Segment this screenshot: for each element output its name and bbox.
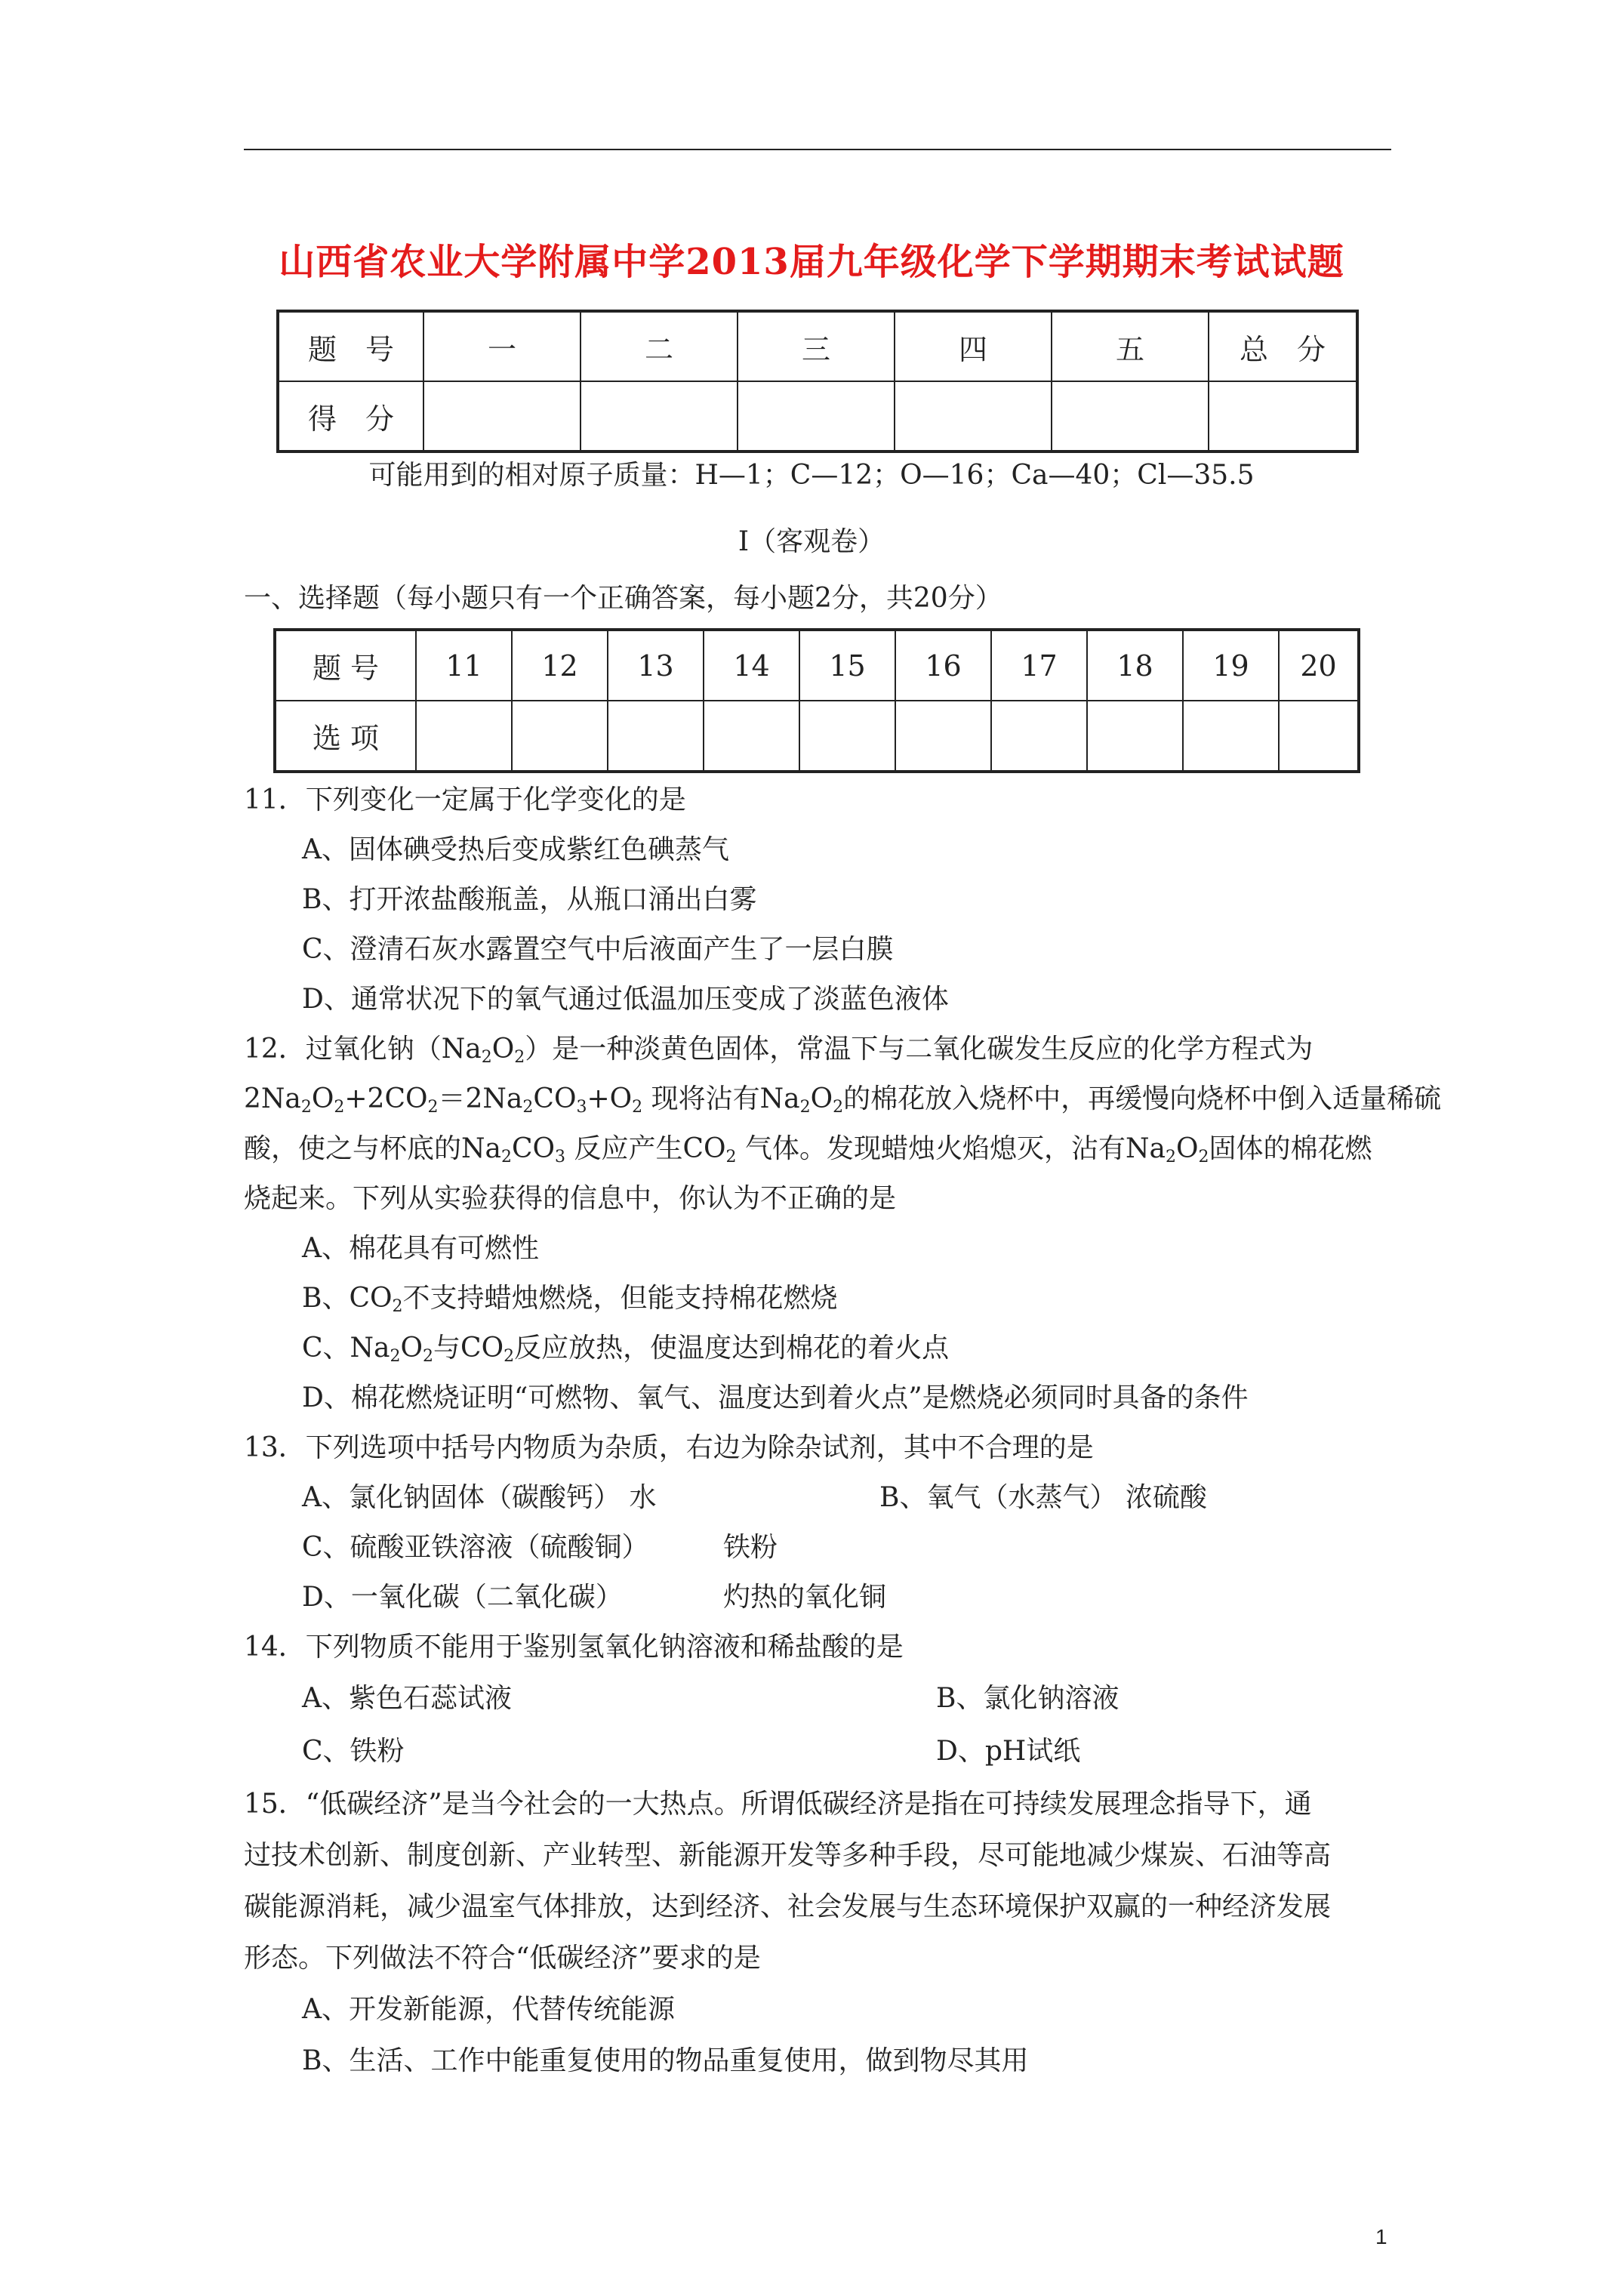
q12-stem-line3: 酸，使之与杯底的$Na_2CO_3$ 反应产生$CO_2$ 气体。发现蜡烛火焰熄灭，沾有$Na_2O_2$固体的棉花燃: [244, 1133, 1372, 1166]
answer-header-cell: 11: [416, 630, 512, 701]
q15-stem-line1: 15．“低碳经济”是当今社会的一大热点。所谓低碳经济是指在可持续发展理念指导下，通: [244, 1789, 1312, 1820]
header-rule: [244, 149, 1391, 150]
atomic-masses-note: 可能用到的相对原子质量：H—1；C—12；O—16；Ca—40；Cl—35.5: [368, 460, 1255, 491]
q11-option-d: D、通常状况下的氧气通过低温加压变成了淡蓝色液体: [302, 984, 949, 1015]
score-header-cell: 三: [738, 311, 895, 381]
q11-option-c: C、澄清石灰水露置空气中后液面产生了一层白膜: [302, 934, 894, 965]
answer-header-cell: 15: [799, 630, 895, 701]
score-cell: [1052, 381, 1209, 451]
answer-cell: [1183, 701, 1279, 772]
q13-option-a: A、氯化钠固体（碳酸钙） 水: [302, 1482, 657, 1513]
q13-option-c-reagent: 铁粉: [723, 1532, 778, 1563]
q15-option-b: B、生活、工作中能重复使用的物品重复使用，做到物尽其用: [302, 2045, 1029, 2076]
q12-option-c: C、$Na_2O_2$与$CO_2$反应放热，使温度达到棉花的着火点: [302, 1333, 950, 1366]
q14-option-b: B、氯化钠溶液: [936, 1683, 1119, 1714]
answer-cell: [1279, 701, 1359, 772]
score-cell: [738, 381, 895, 451]
q15-stem-line4: 形态。下列做法不符合“低碳经济”要求的是: [244, 1943, 761, 1974]
q12-stem-line1: 12．过氧化钠$(Na_2O_2)$是一种淡黄色固体，常温下与二氧化碳发生反应的化学方程式为: [244, 1034, 1313, 1067]
answer-cell: [704, 701, 799, 772]
answer-cell: [991, 701, 1087, 772]
answer-header-cell: 20: [1279, 630, 1359, 701]
answer-cell: [416, 701, 512, 772]
q13-stem: 13．下列选项中括号内物质为杂质，右边为除杂试剂，其中不合理的是: [244, 1432, 1094, 1463]
answer-cell: [1087, 701, 1183, 772]
q15-stem-line3: 碳能源消耗，减少温室气体排放，达到经济、社会发展与生态环境保护双赢的一种经济发展: [244, 1891, 1332, 1922]
q13-option-d: D、一氧化碳（二氧化碳）: [302, 1582, 623, 1613]
q13-option-c: C、硫酸亚铁溶液（硫酸铜）: [302, 1532, 649, 1563]
part1-heading: 一、选择题（每小题只有一个正确答案，每小题2分，共20分）: [244, 583, 1002, 614]
score-header-cell: 二: [581, 311, 738, 381]
answer-header-cell: 12: [512, 630, 608, 701]
q14-option-d: D、pH试纸: [936, 1736, 1081, 1767]
answer-header-cell: 19: [1183, 630, 1279, 701]
q11-option-b: B、打开浓盐酸瓶盖，从瓶口涌出白雾: [302, 884, 757, 915]
q13-option-d-reagent: 灼热的氧化铜: [723, 1582, 887, 1613]
answer-header-cell: 16: [895, 630, 991, 701]
score-cell: [895, 381, 1052, 451]
page-title: 山西省农业大学附属中学2013届九年级化学下学期期末考试试题: [279, 241, 1344, 283]
q11-option-a: A、固体碘受热后变成紫红色碘蒸气: [302, 834, 729, 865]
q15-stem-line2: 过技术创新、制度创新、产业转型、新能源开发等多种手段，尽可能地减少煤炭、石油等高: [244, 1840, 1332, 1871]
q14-stem: 14．下列物质不能用于鉴别氢氧化钠溶液和稀盐酸的是: [244, 1632, 904, 1663]
score-header-cell: 总 分: [1209, 311, 1357, 381]
q13-option-b: B、氧气（水蒸气） 浓硫酸: [879, 1482, 1207, 1513]
answer-header-cell: 17: [991, 630, 1087, 701]
q12-option-d: D、棉花燃烧证明“可燃物、氧气、温度达到着火点”是燃烧必须同时具备的条件: [302, 1382, 1249, 1413]
q15-option-a: A、开发新能源，代替传统能源: [302, 1994, 675, 2025]
answer-table-header-row: [275, 630, 1359, 701]
section-heading: Ⅰ（客观卷）: [738, 526, 885, 557]
score-row-label: 得 分: [278, 381, 423, 451]
q12-option-a: A、棉花具有可燃性: [302, 1233, 539, 1264]
q14-option-c: C、铁粉: [302, 1736, 405, 1767]
answer-cell: [895, 701, 991, 772]
answer-header-cell: 18: [1087, 630, 1183, 701]
score-table-header-row: [278, 311, 1357, 381]
score-cell: [1209, 381, 1357, 451]
score-cell: [581, 381, 738, 451]
answer-cell: [512, 701, 608, 772]
answer-table: [273, 628, 1360, 773]
answer-cell: [799, 701, 895, 772]
answer-cell: [608, 701, 704, 772]
answer-header-cell: 题 号: [275, 630, 416, 701]
q12-stem-line4: 烧起来。下列从实验获得的信息中，你认为不正确的是: [244, 1183, 897, 1214]
score-header-cell: 五: [1052, 311, 1209, 381]
score-table-score-row: [278, 381, 1357, 451]
page-number: 1: [1375, 2225, 1387, 2248]
answer-row-label: 选 项: [275, 701, 416, 772]
answer-table-choice-row: [275, 701, 1359, 772]
score-header-cell: 四: [895, 311, 1052, 381]
score-header-cell: 一: [423, 311, 581, 381]
q12-stem-line2: $2Na_2O_2+2CO_2=2Na_2CO_3+O_2$ 现将沾有$Na_2O_2$的棉花放入烧杯中，再缓慢向烧杯中倒入适量稀硫: [244, 1083, 1442, 1117]
answer-header-cell: 13: [608, 630, 704, 701]
answer-header-cell: 14: [704, 630, 799, 701]
q12-option-b: B、$CO_2$不支持蜡烛燃烧，但能支持棉花燃烧: [302, 1283, 838, 1316]
score-cell: [423, 381, 581, 451]
q11-stem: 11．下列变化一定属于化学变化的是: [244, 784, 686, 815]
q14-option-a: A、紫色石蕊试液: [302, 1683, 512, 1714]
score-header-cell: 题 号: [278, 311, 423, 381]
score-table: [276, 310, 1359, 453]
